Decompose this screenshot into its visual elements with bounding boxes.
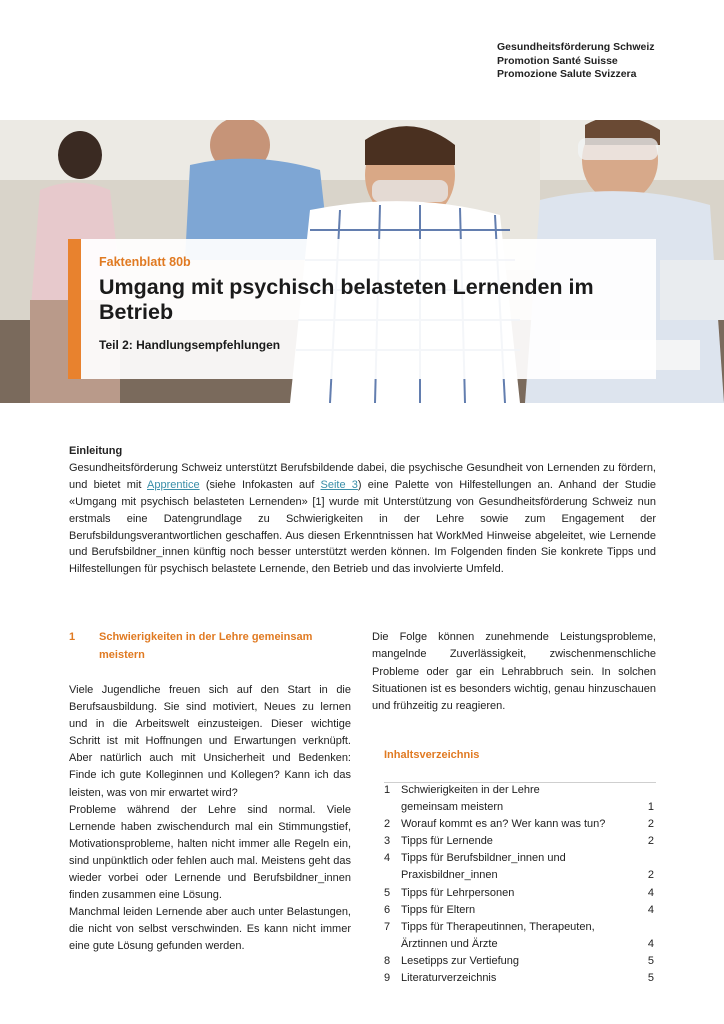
org-name-it: Promozione Salute Svizzera — [497, 68, 637, 80]
paragraph: Die Folge können zunehmende Leistungsprobleme, mangelnde Zuverlässigkeit, zwischenmenschliche Probleme oder gar ein Lehrabbruch sein. In solchen Situationen ist es besonders wichtig, genau hinzuschauen und frühzeitig zu reagieren. — [372, 631, 656, 713]
toc-item[interactable] — [384, 850, 656, 867]
toc-label: gemeinsam meistern — [401, 801, 504, 814]
toc-item-continuation[interactable] — [384, 936, 656, 953]
section-number: 1 — [69, 631, 76, 643]
toc-page: 2 — [647, 835, 654, 848]
intro-text-3: ) eine Palette von Hilfestellungen an. Anhand der Studie «Umgang mit psychisch belasteten Lernenden» [1] wurde mit Unterstützung von Gesundheitsförderung Schweiz nun erstmals eine Datengrundlage zu Schwierigkeiten in der Lehre sowie zum Engagement der Berufsbildungsverantwortlichen geschaffen. Aus diesen Erkenntnissen hat WorkMed Hinweise abgeleitet, wie Lernende und Berufsbildner_innen künftig noch besser unterstützt werden können. Im Folgenden finden Sie konkrete Tipps und Hilfestellungen für psychisch belastete Lernende, den Betrieb und das involvierte Umfeld. — [69, 478, 657, 576]
toc-label: Tipps für Lehrpersonen — [401, 886, 515, 899]
toc-page: 4 — [647, 937, 654, 950]
toc-page: 1 — [647, 801, 654, 814]
title-box — [68, 239, 656, 379]
toc-label: Tipps für Berufsbildner_innen und — [401, 852, 566, 865]
toc-item-continuation[interactable] — [384, 867, 656, 884]
toc-number: 5 — [384, 886, 391, 899]
toc-item-continuation[interactable] — [384, 799, 656, 816]
toc-item[interactable] — [384, 902, 656, 919]
toc-heading: Inhaltsverzeichnis — [384, 749, 480, 761]
factsheet-label: Faktenblatt 80b — [99, 255, 191, 269]
toc-item[interactable] — [384, 953, 656, 970]
toc-label: Schwierigkeiten in der Lehre — [401, 784, 540, 796]
org-name-fr: Promotion Santé Suisse — [497, 54, 618, 67]
paragraph: Probleme während der Lehre sind normal. Viele Lernende haben zwischendurch mal ein Stimmungstief, Motivationsprobleme, halten nicht immer alle Regeln ein, sind unpünktlich oder fehlen auch mal. Meistens geht das wieder vorbei oder Lernende und Berufsbildner_innen finden zusammen eine Lösung. — [69, 803, 351, 902]
paragraph: Viele Jugendliche freuen sich auf den Start in die Berufsausbildung. Sie sind motiviert, Neues zu lernen und in die Arbeitswelt einzusteigen. Dieser wichtige Schritt ist mit Hoffnungen und Erwartungen verknüpft. Aber natürlich auch mit Unsicherheit und Bedenken: Finde ich gute Kolleginnen und Kollegen? Kann ich das leisten, was von mir erwartet wird? — [69, 684, 351, 799]
section-title: Schwierigkeiten in der Lehre gemeinsam meistern — [99, 631, 313, 661]
toc-page: 2 — [647, 818, 654, 831]
section-1-body-right — [372, 629, 656, 715]
toc-number: 9 — [384, 972, 391, 985]
toc-page: 2 — [647, 869, 654, 882]
paragraph: Manchmal leiden Lernende aber auch unter Belastungen, die nicht von selbst verschwinden. Es kann nicht immer eine gute Lösung gefunden werden. — [69, 906, 351, 953]
toc-label: Literaturverzeichnis — [401, 972, 497, 985]
toc-item[interactable] — [384, 833, 656, 850]
table-of-contents — [384, 782, 656, 987]
toc-page: 5 — [647, 954, 654, 967]
toc-number: 7 — [384, 920, 391, 933]
toc-item[interactable] — [384, 885, 656, 902]
toc-item[interactable] — [384, 782, 656, 799]
toc-page: 5 — [647, 972, 654, 985]
toc-label: Tipps für Therapeutinnen, Therapeuten, — [401, 920, 595, 933]
introduction-paragraph — [69, 460, 656, 578]
introduction-section — [69, 443, 656, 578]
toc-item[interactable] — [384, 970, 656, 987]
toc-number: 2 — [384, 818, 391, 831]
intro-text-2: (siehe Infokasten auf — [199, 478, 321, 491]
toc-label: Worauf kommt es an? Wer kann was tun? — [401, 818, 606, 831]
toc-label: Lesetipps zur Vertiefung — [401, 954, 520, 967]
toc-number: 8 — [384, 954, 391, 967]
organization-logo — [497, 41, 655, 82]
toc-label: Tipps für Lernende — [401, 835, 493, 848]
page-3-link[interactable]: Seite 3 — [320, 478, 358, 491]
toc-number: 1 — [384, 784, 391, 796]
toc-number: 6 — [384, 903, 391, 916]
org-name-de: Gesundheitsförderung Schweiz — [497, 41, 655, 53]
toc-number: 4 — [384, 852, 391, 865]
apprentice-link[interactable]: Apprentice — [147, 478, 200, 491]
toc-item[interactable] — [384, 816, 656, 833]
toc-page: 4 — [647, 886, 654, 899]
toc-page: 4 — [647, 903, 654, 916]
toc-label: Praxisbildner_innen — [401, 869, 498, 882]
intro-text-1: Gesundheitsförderung Schweiz unterstützt Berufsbildende dabei, die psychische Gesundheit von Lernenden zu fördern, und bietet mit — [69, 461, 656, 491]
toc-label: Ärztinnen und Ärzte — [401, 937, 498, 950]
section-1-body-left — [69, 682, 351, 956]
page-subtitle: Teil 2: Handlungsempfehlungen — [99, 338, 281, 352]
toc-label: Tipps für Eltern — [401, 903, 476, 916]
toc-item[interactable] — [384, 919, 656, 936]
introduction-heading: Einleitung — [69, 445, 123, 457]
page-title: Umgang mit psychisch belasteten Lernenden im Betrieb — [99, 275, 594, 324]
toc-number: 3 — [384, 835, 391, 848]
